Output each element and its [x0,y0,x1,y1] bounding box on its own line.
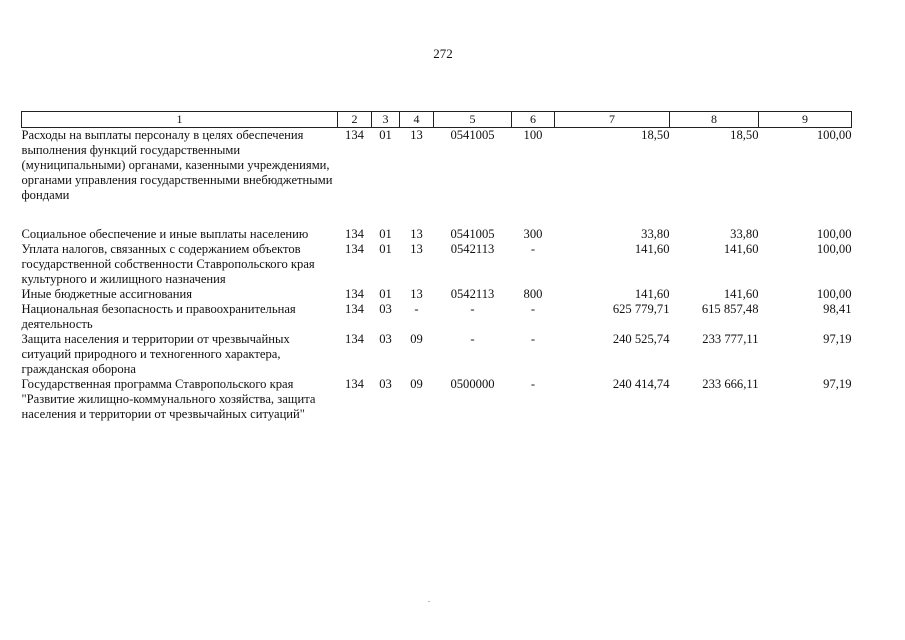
column-header: 7 [555,112,670,128]
row-name: Защита населения и территории от чрезвычайных ситуаций природного и техногенного характера, гражданская оборона [21,332,290,376]
cell-percent: 100,00 [816,287,852,301]
cell-percent: 100,00 [816,227,852,241]
cell-subsection: 13 [410,128,423,142]
cell-expense-type: 100 [523,128,543,142]
cell-chapter: 134 [345,332,364,346]
cell-plan: 18,50 [641,128,670,142]
cell-percent: 97,19 [823,377,852,391]
cell-target-code: 0500000 [450,377,495,391]
cell-actual: 233 777,11 [702,332,759,346]
cell-section: 03 [379,302,392,316]
table-row [22,377,852,422]
table-row [22,302,852,332]
cell-subsection: 13 [410,227,423,241]
cell-percent: 100,00 [816,242,852,256]
page-number: 272 [433,46,453,61]
scan-artifact [428,601,430,602]
cell-section: 01 [379,128,392,142]
cell-actual: 33,80 [730,227,759,241]
cell-target-code: 0541005 [450,128,495,142]
column-header: 2 [338,112,372,128]
cell-subsection: 09 [410,332,423,346]
row-name: Государственная программа Ставропольского края "Развитие жилищно-коммунального хозяйства, защита населения и территории от чрезвычайных ситуаций" [21,377,316,421]
cell-expense-type: - [530,242,536,256]
cell-target-code: 0542113 [450,242,495,256]
column-header: 9 [759,112,852,128]
row-name: Социальное обеспечение и иные выплаты населению [21,227,309,241]
cell-plan: 240 525,74 [612,332,670,346]
cell-subsection: 13 [410,287,423,301]
cell-actual: 18,50 [730,128,759,142]
cell-subsection: 09 [410,377,423,391]
cell-section: 03 [379,332,392,346]
cell-expense-type: - [530,377,536,391]
cell-actual: 615 857,48 [701,302,759,316]
row-name: Национальная безопасность и правоохранительная деятельность [21,302,296,331]
cell-expense-type: - [530,332,536,346]
cell-subsection: - [414,302,419,316]
cell-chapter: 134 [345,287,364,301]
cell-actual: 141,60 [723,242,759,256]
cell-plan: 141,60 [634,287,670,301]
cell-percent: 98,41 [823,302,852,316]
column-header: 8 [670,112,759,128]
cell-section: 03 [379,377,392,391]
cell-subsection: 13 [410,242,423,256]
table-row [22,128,852,228]
table-row [22,287,852,302]
cell-plan: 141,60 [634,242,670,256]
cell-plan: 240 414,74 [612,377,670,391]
budget-table [21,111,852,422]
cell-actual: 233 666,11 [702,377,759,391]
cell-section: 01 [379,227,392,241]
cell-target-code: 0542113 [450,287,495,301]
cell-percent: 100,00 [816,128,852,142]
cell-chapter: 134 [345,227,364,241]
header-row [22,112,852,128]
cell-percent: 97,19 [823,332,852,346]
column-header: 3 [372,112,400,128]
table-row [22,242,852,287]
table-row [22,332,852,377]
cell-target-code: - [470,332,475,346]
cell-chapter: 134 [345,242,364,256]
cell-expense-type: 300 [523,227,543,241]
cell-section: 01 [379,242,392,256]
row-name: Иные бюджетные ассигнования [21,287,193,301]
column-header: 5 [434,112,512,128]
cell-chapter: 134 [345,377,364,391]
cell-plan: 625 779,71 [612,302,670,316]
row-name: Уплата налогов, связанных с содержанием объектов государственной собственности Ставропольского края культурного и жилищного назначения [21,242,315,286]
column-header: 1 [22,112,338,128]
cell-target-code: - [470,302,475,316]
cell-chapter: 134 [345,302,364,316]
row-name: Расходы на выплаты персоналу в целях обеспечения выполнения функций государственными (муниципальными) органами, казенными учреждениями, органами управления государственными внебюджетными фондами [21,128,333,202]
cell-target-code: 0541005 [450,227,495,241]
table-row [22,227,852,242]
cell-expense-type: - [530,302,536,316]
cell-chapter: 134 [345,128,364,142]
column-header: 6 [512,112,555,128]
cell-plan: 33,80 [641,227,670,241]
cell-actual: 141,60 [723,287,759,301]
cell-section: 01 [379,287,392,301]
cell-expense-type: 800 [523,287,543,301]
column-header: 4 [400,112,434,128]
